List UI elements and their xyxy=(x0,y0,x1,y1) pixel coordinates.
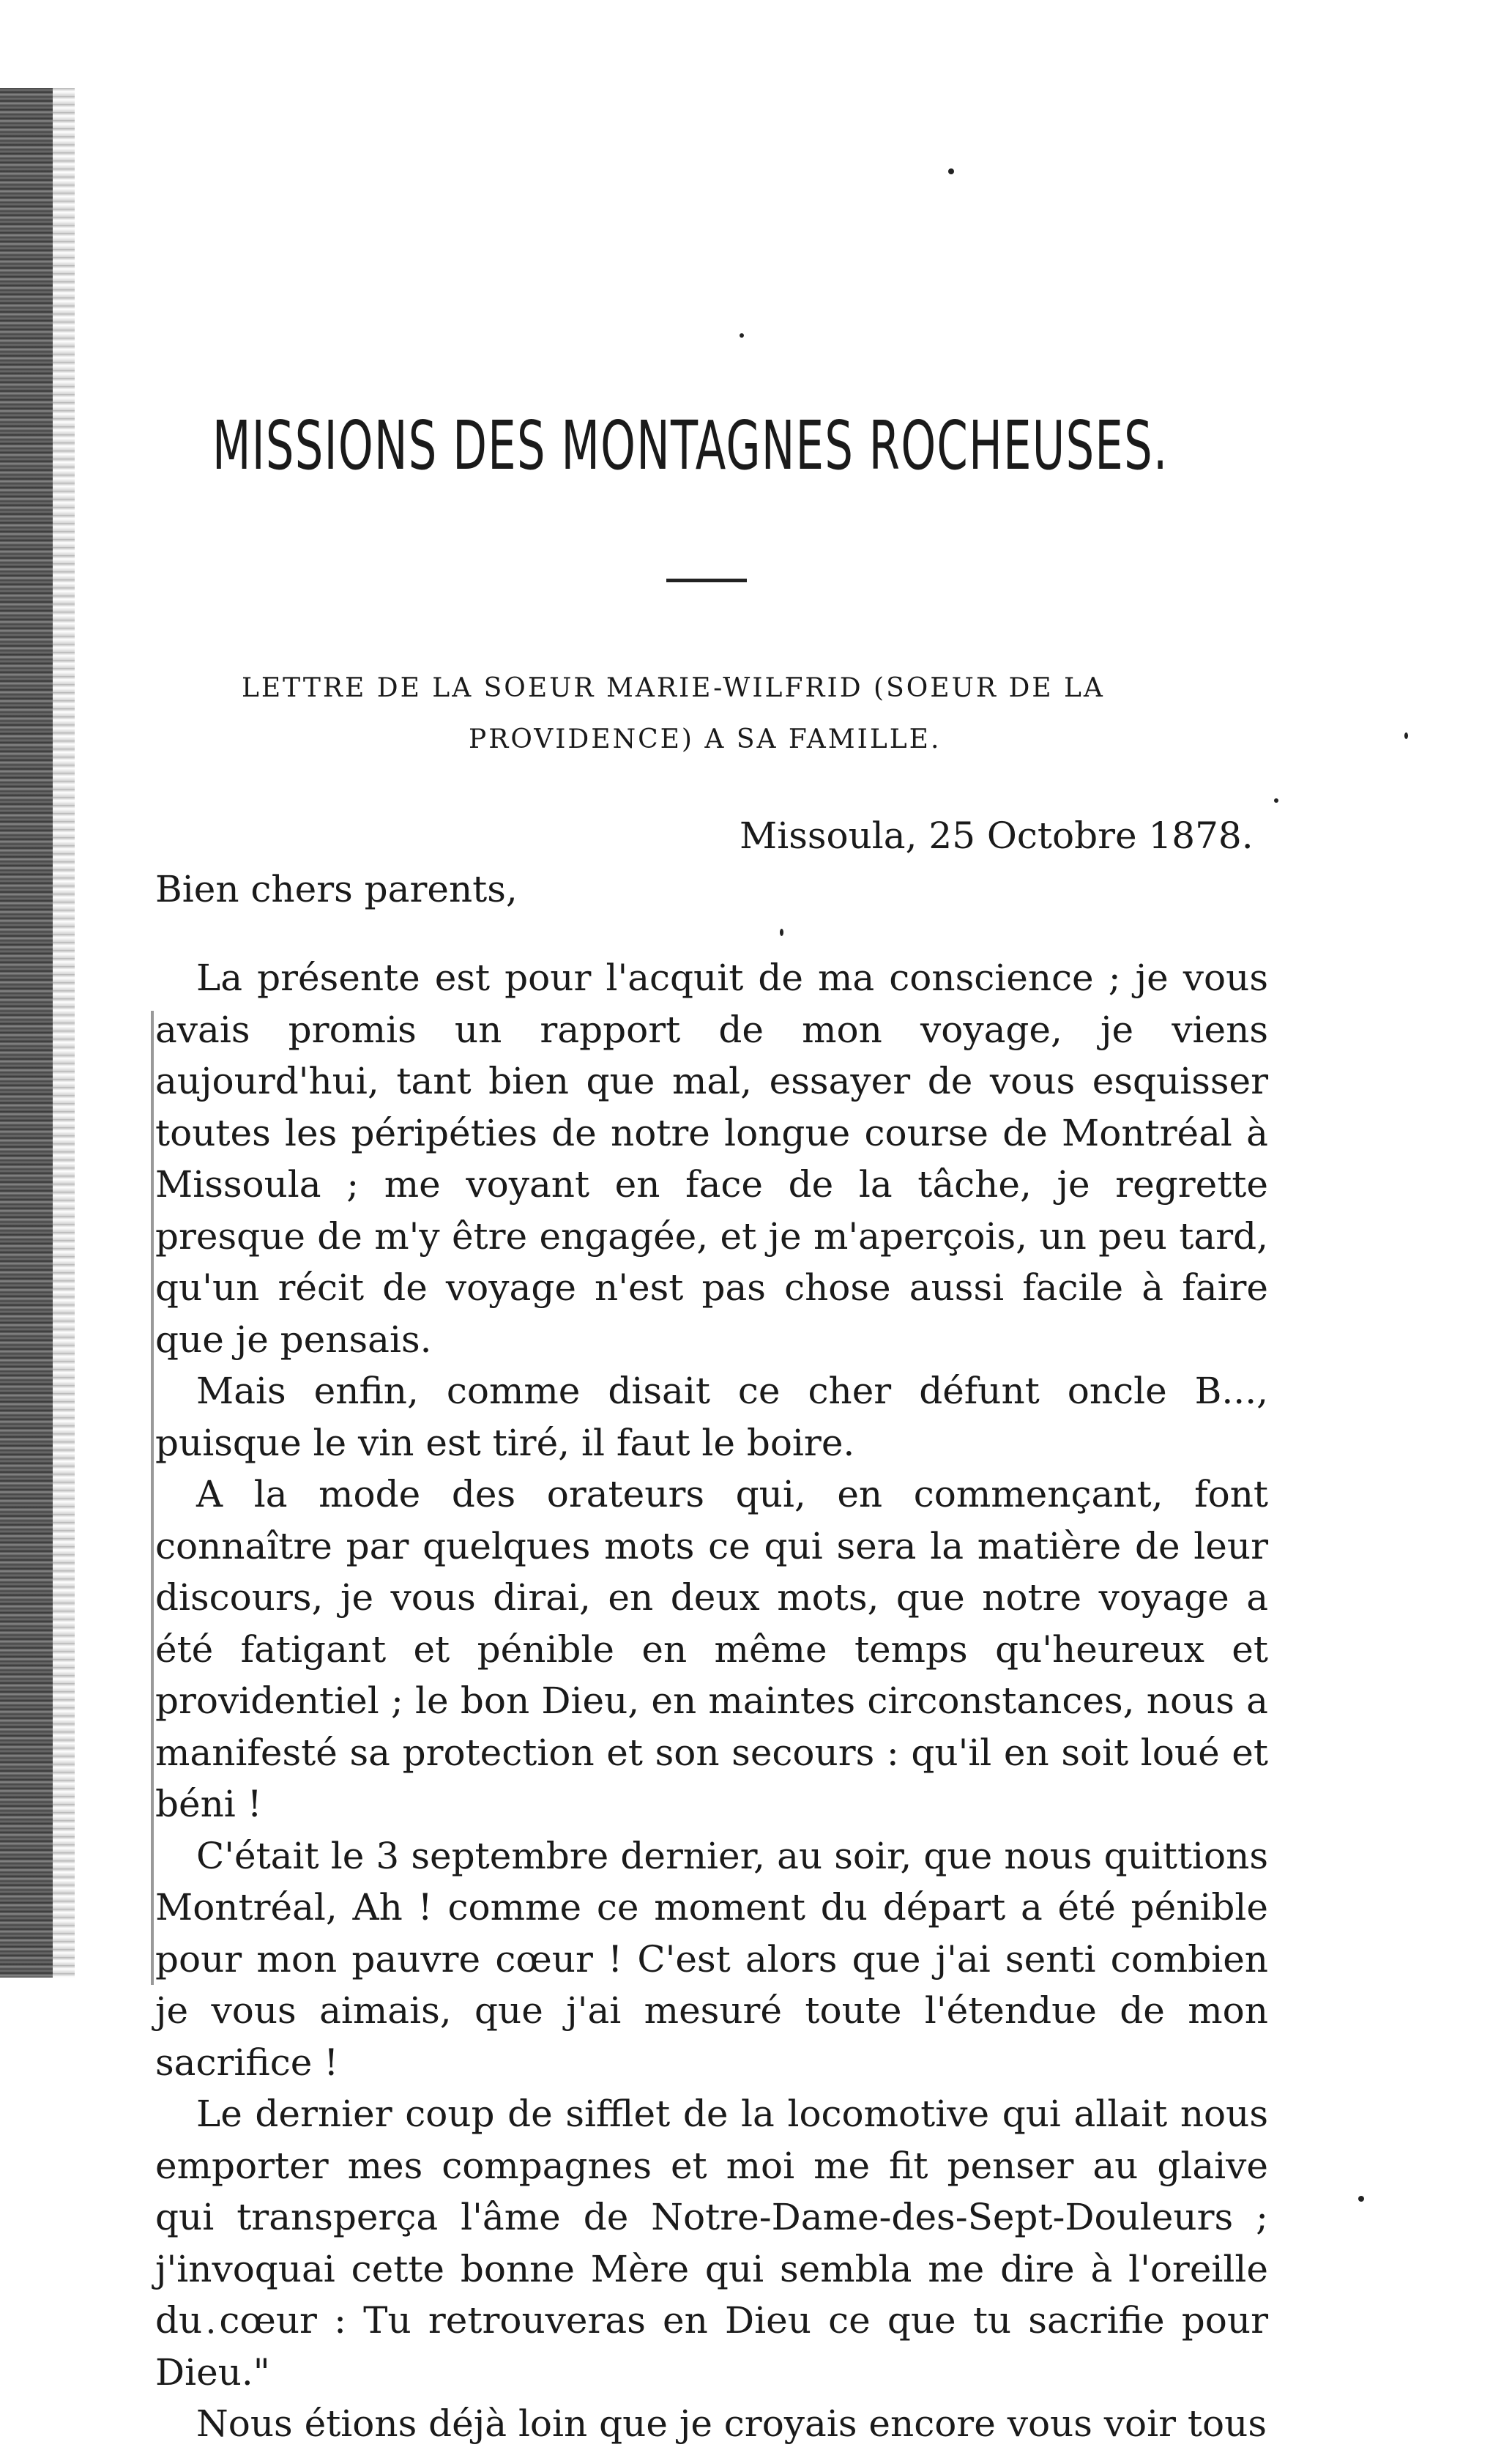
letter-heading-line-1: LETTRE DE LA SOEUR MARIE-WILFRID (SOEUR DE LA xyxy=(242,673,1105,703)
paragraph: La présente est pour l'acquit de ma conscience ; je vous avais promis un rapport de mon voyage, je viens aujourd'hui, tant bien que mal, essayer de vous esquisser toutes les péripéties de notre longue course de Montréal à Missoula ; me voyant en face de la tâche, je regrette presque de m'y être engagée, et je m'aperçois, un peu tard, qu'un récit de voyage n'est pas chose aussi facile à faire que je pensais. xyxy=(155,957,1268,1361)
scan-speck xyxy=(1404,732,1408,739)
page-title: MISSIONS DES MONTAGNES ROCHEUSES. xyxy=(212,407,1169,485)
scan-speck xyxy=(1358,2196,1364,2202)
paragraph: C'était le 3 septembre dernier, au soir, que nous quittions Montréal, Ah ! comme ce moment du départ a été pénible pour mon pauvre cœur ! C'est alors que j'ai senti combien je vous aimais, que j'ai mesuré toute l'étendue de mon sacrifice ! xyxy=(155,1834,1268,2084)
letter-heading xyxy=(242,663,1267,765)
scan-speck xyxy=(780,929,783,936)
letter-heading-line-2: PROVIDENCE) A SA FAMILLE. xyxy=(469,724,942,754)
paragraph: Mais enfin, comme disait ce cher défunt oncle B..., puisque le vin est tiré, il faut le boire. xyxy=(155,1370,1268,1464)
paragraph: Nous étions déjà loin que je croyais encore vous voir tous xyxy=(196,2402,1267,2445)
title-divider xyxy=(666,579,747,582)
scan-speck xyxy=(740,333,744,338)
paragraph: Le dernier coup de sifflet de la locomotive qui allait nous emporter mes compagnes et moi me fit penser au glaive qui transperça l'âme de Notre-Dame-des-Sept-Douleurs ; j'invoquai cette bonne Mère qui sembla me dire à l'oreille du cœur : Tu retrouveras en Dieu ce que tu sacrifie pour Dieu." xyxy=(155,2093,1268,2394)
paragraph: A la mode des orateurs qui, en commençant, font connaître par quelques mots ce qui sera la matière de leur discours, je vous dirai, en deux mots, que notre voyage a été fatigant et pénible en même temps qu'heureux et providentiel ; le bon Dieu, en maintes circonstances, nous a manifesté sa protection et son secours : qu'il en soit loué et béni ! xyxy=(155,1473,1268,1825)
scan-speck xyxy=(1274,798,1278,803)
dateline: Missoula, 25 Octobre 1878. xyxy=(740,814,1254,857)
binding-edge xyxy=(0,88,53,1978)
binding-shadow-line xyxy=(151,1011,154,1985)
scan-speck xyxy=(948,168,954,174)
letter-body xyxy=(155,952,1268,2450)
salutation: Bien chers parents, xyxy=(155,868,518,910)
